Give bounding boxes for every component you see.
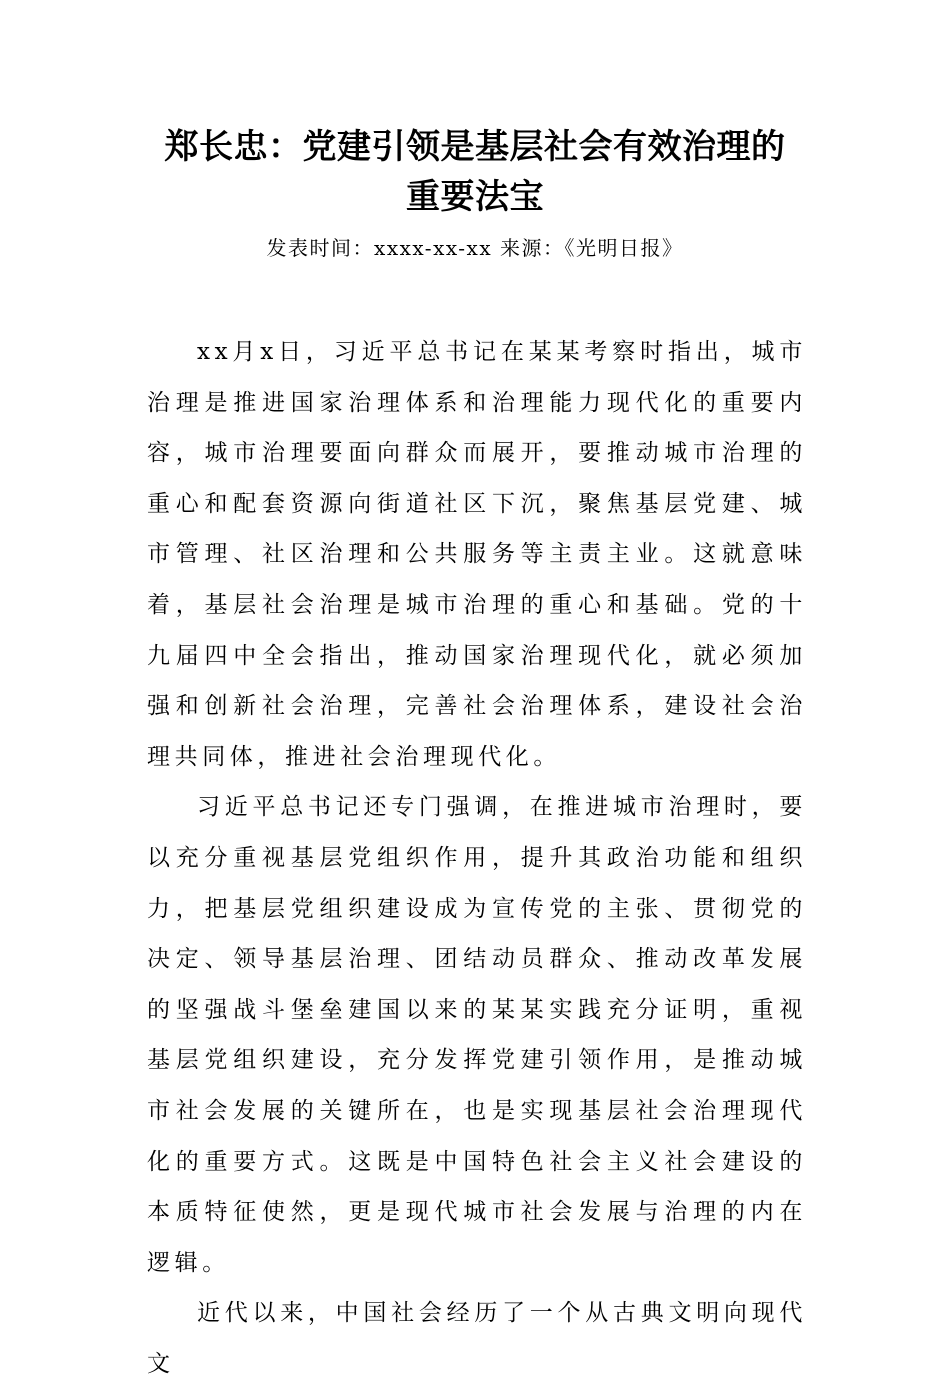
publish-meta: 发表时间：xxxx-xx-xx 来源：《光明日报》 [266, 236, 684, 260]
title-line-2: 重要法宝 [406, 177, 544, 217]
article-body [147, 327, 807, 1389]
title-line-1: 郑长忠：党建引领是基层社会有效治理的 [164, 127, 786, 167]
paragraph-1: xx月x日，习近平总书记在某某考察时指出，城市治理是推进国家治理体系和治理能力现代化的重要内容，城市治理要面向群众而展开，要推动城市治理的重心和配套资源向街道社区下沉，聚焦基层党建、城市管理、社区治理和公共服务等主责主业。这就意味着，基层社会治理是城市治理的重心和基础。党的十九届四中全会指出，推动国家治理现代化，就必须加强和创新社会治理，完善社会治理体系，建设社会治理共同体，推进社会治理现代化。 [147, 339, 807, 770]
paragraph-2: 习近平总书记还专门强调，在推进城市治理时，要以充分重视基层党组织作用，提升其政治功能和组织力，把基层党组织建设成为宣传党的主张、贯彻党的决定、领导基层治理、团结动员群众、推动改革发展的坚强战斗堡垒建国以来的某某实践充分证明，重视基层党组织建设，充分发挥党建引领作用，是推动城市社会发展的关键所在，也是实现基层社会治理现代化的重要方式。这既是中国特色社会主义社会建设的本质特征使然，更是现代城市社会发展与治理的内在逻辑。 [147, 794, 807, 1276]
paragraph-3: 近代以来，中国社会经历了一个从古典文明向现代文 [147, 1300, 807, 1377]
